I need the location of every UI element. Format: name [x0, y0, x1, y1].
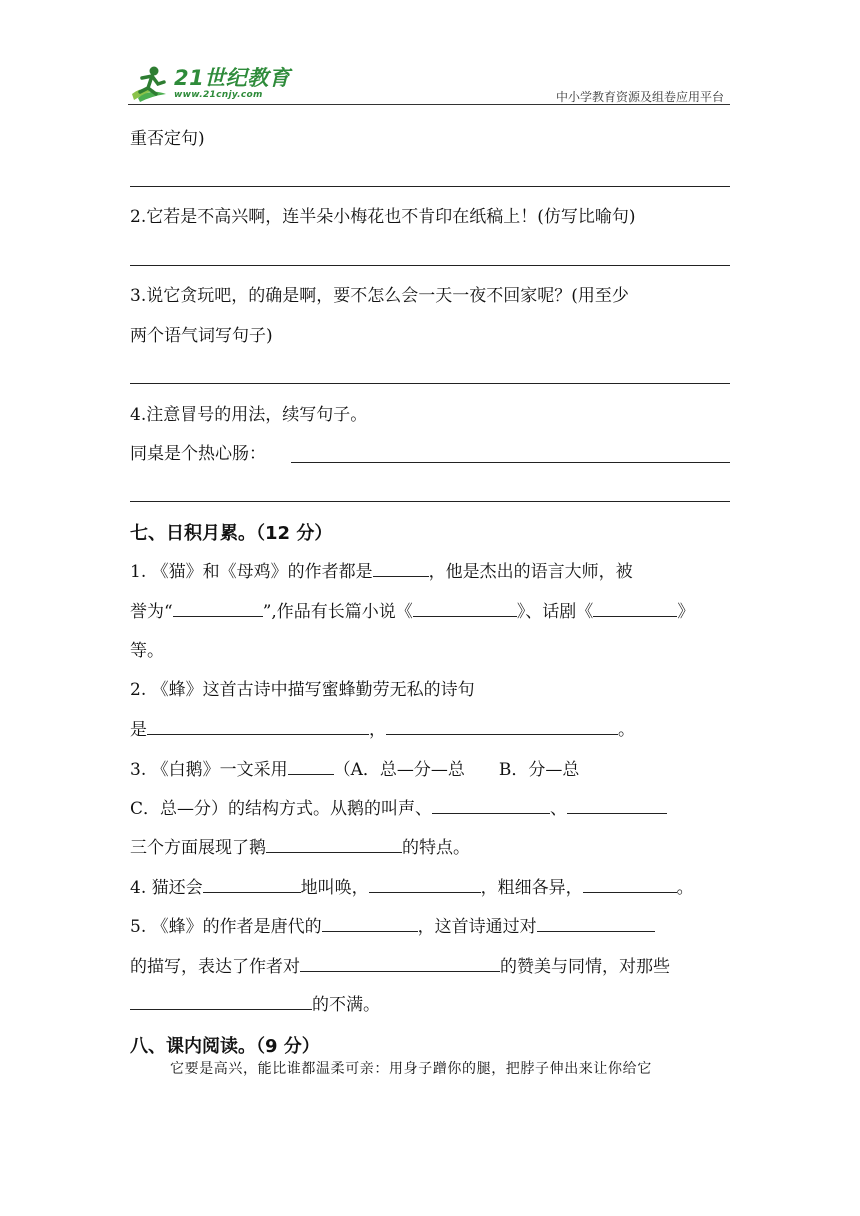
- blank: [203, 876, 301, 893]
- header-divider: [128, 104, 730, 105]
- blank: [386, 718, 618, 735]
- blank: [369, 876, 481, 893]
- platform-name: 中小学教育资源及组卷应用平台: [555, 90, 724, 104]
- section8-heading: 八、课内阅读。（9 分）: [130, 1036, 320, 1057]
- blank: [147, 718, 369, 735]
- s7-q1-line3: 等。: [130, 641, 164, 661]
- s7-q4: 4. 猫还会 地叫唤， ，粗细各异， 。: [130, 878, 694, 898]
- s7-q3-line1: 3. 《白鹅》一文采用 （A．总—分—总 B．分—总: [130, 760, 580, 780]
- q3-line2: 两个语气词写句子): [130, 326, 273, 346]
- blank: [322, 915, 418, 932]
- s7-q2-line2: 是 ， 。: [130, 720, 635, 740]
- blank: [373, 560, 429, 577]
- blank: [266, 836, 402, 853]
- reading-passage: 它要是高兴，能比谁都温柔可亲：用身子蹭你的腿，把脖子伸出来让你给它: [170, 1061, 652, 1077]
- blank: [593, 600, 677, 617]
- s7-q5-line1: 5. 《蜂》的作者是唐代的 ，这首诗通过对: [130, 915, 655, 938]
- s7-q1-line2: 誉为“ ”,作品有长篇小说《 》、话剧《 》: [130, 602, 695, 622]
- site-logo: [128, 64, 290, 104]
- answer-line: [130, 383, 730, 384]
- answer-line: [130, 265, 730, 266]
- q4-text: 4.注意冒号的用法，续写句子。: [130, 405, 368, 425]
- blank: [583, 876, 677, 893]
- blank: [130, 993, 312, 1010]
- blank: [432, 797, 550, 814]
- s7-q2-line1: 2. 《蜂》这首古诗中描写蜜蜂勤劳无私的诗句: [130, 680, 475, 700]
- q3-line1: 3.说它贪玩吧，的确是啊，要不怎么会一天一夜不回家呢？(用至少: [130, 286, 629, 306]
- blank: [173, 600, 263, 617]
- s7-q3-line2: C．总—分）的结构方式。从鹅的叫声、 、: [130, 797, 667, 820]
- blank: [537, 915, 655, 932]
- answer-line: [130, 186, 730, 187]
- answer-line: [291, 462, 730, 463]
- section7-heading: 七、日积月累。（12 分）: [130, 523, 333, 544]
- s7-q5-line3: 的不满。: [130, 993, 380, 1016]
- blank: [300, 955, 500, 972]
- q4-prompt: 同桌是个热心肠：: [130, 444, 266, 464]
- answer-line: [130, 501, 730, 502]
- s7-q3-line3: 三个方面展现了鹅 的特点。: [130, 838, 470, 858]
- q1-tail: 重否定句): [130, 129, 205, 149]
- s7-q1-line1: 1. 《猫》和《母鸡》的作者都是 ，他是杰出的语言大师，被: [130, 562, 633, 582]
- page-header: [128, 58, 730, 106]
- logo-url: www.21cnjy.com: [174, 90, 263, 100]
- runner-logo-icon: [128, 64, 170, 104]
- blank: [288, 758, 334, 775]
- blank: [413, 600, 517, 617]
- logo-title: 21世纪教育: [174, 66, 291, 90]
- blank: [567, 797, 667, 814]
- q2-text: 2.它若是不高兴啊，连半朵小梅花也不肯印在纸稿上！(仿写比喻句): [130, 207, 636, 227]
- s7-q5-line2: 的描写，表达了作者对 的赞美与同情，对那些: [130, 957, 670, 977]
